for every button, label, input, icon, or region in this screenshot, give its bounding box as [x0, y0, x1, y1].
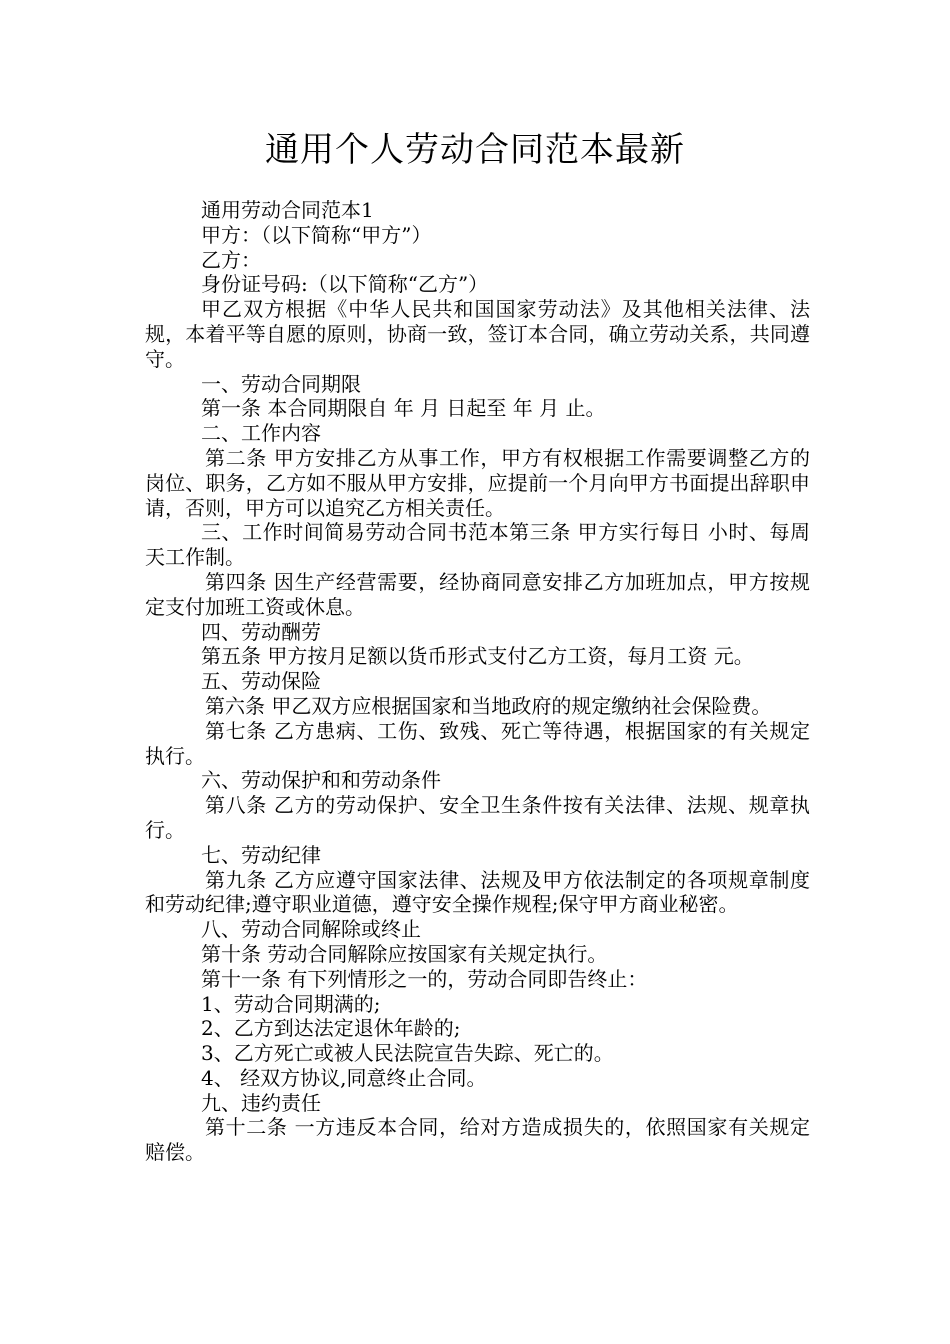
- section-heading: 九、违约责任: [201, 1090, 321, 1115]
- list-item: 1、劳动合同期满的;: [201, 991, 381, 1016]
- paragraph: 身份证号码:（以下简称“乙方”）: [201, 272, 489, 297]
- paragraph: 甲乙双方根据《中华人民共和国国家劳动法》及其他相关法律、法规，本着平等自愿的原则，协商一致，签订本合同，确立劳动关系，共同遵守。: [145, 297, 810, 371]
- document-title: 通用个人劳动合同范本最新: [265, 130, 685, 170]
- section-heading: 二、工作内容: [201, 421, 321, 446]
- section-heading: 六、劳动保护和和劳动条件: [201, 768, 441, 793]
- paragraph: 通用劳动合同范本1: [201, 198, 374, 222]
- section-heading: 八、劳动合同解除或终止: [201, 917, 421, 942]
- section-heading: 一、劳动合同期限: [201, 371, 361, 396]
- list-item: 2、乙方到达法定退休年龄的;: [201, 1016, 461, 1041]
- paragraph: 甲方：（以下简称“甲方”）: [201, 222, 432, 247]
- section-heading: 七、劳动纪律: [201, 842, 321, 867]
- paragraph: 第二条 甲方安排乙方从事工作，甲方有权根据工作需要调整乙方的岗位、职务，乙方如不服从甲方安排，应提前一个月向甲方书面提出辞职申请，否则，甲方可以追究乙方相关责任。: [145, 445, 810, 520]
- paragraph: 第一条 本合同期限自 年 月 日起至 年 月 止。: [201, 396, 606, 421]
- list-item: 4、 经双方协议,同意终止合同。: [201, 1065, 487, 1090]
- paragraph: 第九条 乙方应遵守国家法律、法规及甲方依法制定的各项规章制度和劳动纪律;遵守职业道德，遵守安全操作规程;保守甲方商业秘密。: [145, 867, 810, 917]
- document-body: [145, 198, 810, 1165]
- section-heading: 五、劳动保险: [201, 669, 321, 694]
- paragraph: 第四条 因生产经营需要，经协商同意安排乙方加班加点，甲方按规定支付加班工资或休息。: [145, 569, 810, 619]
- paragraph: 第七条 乙方患病、工伤、致残、死亡等待遇，根据国家的有关规定执行。: [145, 718, 810, 768]
- paragraph: 第十二条 一方违反本合同，给对方造成损失的，依照国家有关规定赔偿。: [145, 1115, 810, 1165]
- section-heading: 四、劳动酬劳: [201, 619, 321, 644]
- section-heading: 三、工作时间简易劳动合同书范本第三条 甲方实行每日 小时、每周 天工作制。: [145, 520, 810, 570]
- paragraph: 第五条 甲方按月足额以货币形式支付乙方工资，每月工资 元。: [201, 644, 754, 669]
- paragraph: 乙方：: [201, 247, 261, 272]
- paragraph: 第十一条 有下列情形之一的，劳动合同即告终止：: [201, 966, 648, 991]
- paragraph: 第十条 劳动合同解除应按国家有关规定执行。: [201, 941, 608, 966]
- list-item: 3、乙方死亡或被人民法院宣告失踪、死亡的。: [201, 1041, 614, 1066]
- paragraph: 第八条 乙方的劳动保护、安全卫生条件按有关法律、法规、规章执行。: [145, 793, 810, 842]
- paragraph: 第六条 甲乙双方应根据国家和当地政府的规定缴纳社会保险费。: [205, 693, 772, 718]
